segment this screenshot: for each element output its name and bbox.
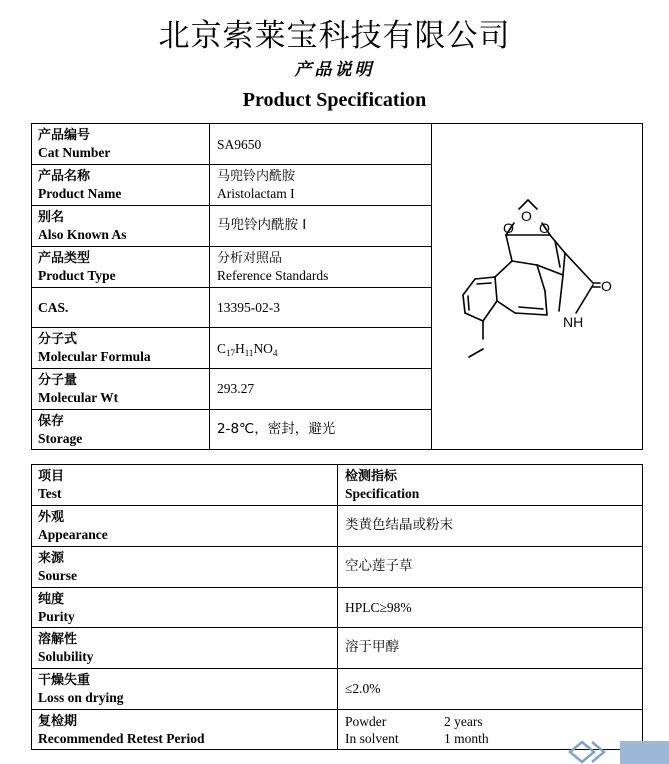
retest-solvent-value: 1 month bbox=[444, 731, 489, 746]
spec-row-retest-period-label: 复检期 Recommended Retest Period bbox=[38, 714, 205, 746]
info-row-molecular-weight-label: 分子量 Molecular Wt bbox=[38, 373, 119, 405]
loss-on-drying-value: ≤2.0% bbox=[345, 681, 381, 696]
spec-row-loss-on-drying-label: 干燥失重 Loss on drying bbox=[38, 673, 124, 705]
chemical-structure bbox=[455, 195, 625, 375]
source-value: 空心莲子草 bbox=[345, 558, 413, 574]
info-row-cas-label: CAS. bbox=[38, 300, 69, 315]
document-title: Product Specification bbox=[242, 89, 427, 111]
molecular-formula-value: $C_{17}H_{11}NO_4$ bbox=[217, 341, 278, 358]
structure-label-o: O bbox=[539, 220, 550, 236]
cas-value: 13395-02-3 bbox=[217, 300, 280, 315]
structure-label-o: O bbox=[601, 278, 612, 294]
info-row-alias-label: 别名 Also Known As bbox=[38, 210, 127, 242]
retest-powder-label: Powder bbox=[345, 714, 387, 729]
product-type-value: 分析对照品 Reference Standards bbox=[217, 251, 329, 283]
structure-label-o: O bbox=[503, 220, 514, 236]
retest-powder-value: 2 years bbox=[444, 714, 483, 729]
info-row-cat-number-label: 产品编号 Cat Number bbox=[38, 128, 111, 160]
spec-row-solubility-label: 溶解性 Solubility bbox=[38, 632, 94, 664]
alias-value: 马兜铃内酰胺 I bbox=[217, 217, 307, 233]
company-name: 北京索莱宝科技有限公司 bbox=[158, 18, 511, 54]
spec-header-test: 项目 Test bbox=[38, 469, 65, 501]
spec-row-appearance-label: 外观 Appearance bbox=[38, 510, 108, 542]
molecular-weight-value: 293.27 bbox=[217, 381, 255, 396]
spec-row-source-label: 来源 Sourse bbox=[38, 551, 78, 583]
corner-block bbox=[620, 741, 669, 764]
document-subtitle: 产品说明 bbox=[294, 60, 375, 80]
cat-number-value: SA9650 bbox=[217, 137, 262, 152]
info-row-product-name-label: 产品名称 Product Name bbox=[38, 169, 122, 201]
structure-label-o: O bbox=[521, 208, 532, 224]
storage-value: 2-8℃，密封，避光 bbox=[217, 421, 336, 437]
appearance-value: 类黄色结晶或粉末 bbox=[345, 517, 453, 533]
solubility-value: 溶于甲醇 bbox=[345, 639, 399, 655]
info-row-formula-label: 分子式 Molecular Formula bbox=[38, 332, 151, 364]
info-row-storage-label: 保存 Storage bbox=[38, 414, 83, 446]
retest-solvent-label: In solvent bbox=[345, 731, 399, 746]
spec-header-specification: 检测指标 Specification bbox=[345, 469, 420, 501]
product-name-value: 马兜铃内酰胺 Aristolactam I bbox=[217, 169, 296, 201]
structure-label-nh: NH bbox=[563, 314, 584, 330]
purity-value: HPLC≥98% bbox=[345, 600, 412, 615]
spec-row-purity-label: 纯度 Purity bbox=[38, 592, 75, 624]
diamond-logo-icon bbox=[568, 740, 612, 764]
info-row-product-type-label: 产品类型 Product Type bbox=[38, 251, 116, 283]
